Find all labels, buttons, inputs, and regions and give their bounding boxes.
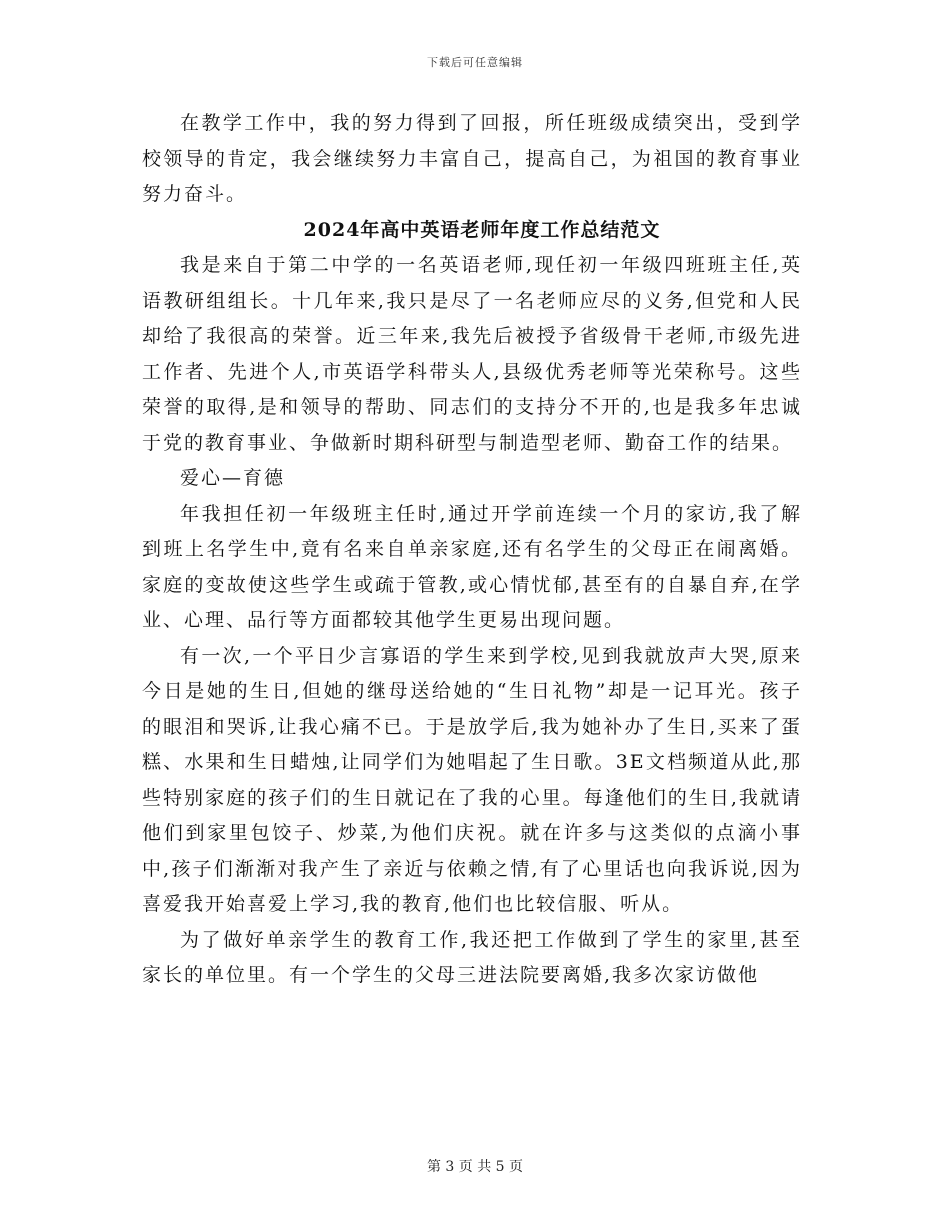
section-title: 2024年高中英语老师年度工作总结范文 xyxy=(303,218,661,241)
paragraph-intro: 在教学工作中，我的努力得到了回报，所任班级成绩突出，受到学校领导的肯定，我会继续努力丰富自己，提高自己，为祖国的教育事业努力奋斗。 xyxy=(142,112,802,205)
page-number: 第 3 页 共 5 页 xyxy=(426,1159,524,1175)
paragraph: 为了做好单亲学生的教育工作,我还把工作做到了学生的家里,甚至家长的单位里。有一个学生的父母三进法院要离婚,我多次家访做他 xyxy=(142,928,802,986)
page-header-note: 下载后可任意编辑 xyxy=(427,56,523,69)
paragraph: 年我担任初一年级班主任时,通过开学前连续一个月的家访,我了解到班上名学生中,竟有名来自单亲家庭,还有名学生的父母正在闹离婚。家庭的变故使这些学生或疏于管教,或心情忧郁,甚至有的自暴自弃,在学业、心理、品行等方面都较其他学生更易出现问题。 xyxy=(142,502,802,631)
paragraph: 我是来自于第二中学的一名英语老师,现任初一年级四班班主任,英语教研组组长。十几年来,我只是尽了一名老师应尽的义务,但党和人民却给了我很高的荣誉。近三年来,我先后被授予省级骨干老师,市级先进工作者、先进个人,市英语学科带头人,县级优秀老师等光荣称号。这些荣誉的取得,是和领导的帮助、同志们的支持分不开的,也是我多年忠诚于党的教育事业、争做新时期科研型与制造型老师、勤奋工作的结果。 xyxy=(142,254,802,454)
subheading-paragraph: 爱心—育德 xyxy=(180,467,286,489)
document-body xyxy=(142,106,802,994)
paragraph: 有一次,一个平日少言寡语的学生来到学校,见到我就放声大哭,原来今日是她的生日,但她的继母送给她的“生日礼物”却是一记耳光。孩子的眼泪和哭诉,让我心痛不已。于是放学后,我为她补办了生日,买来了蛋糕、水果和生日蜡烛,让同学们为她唱起了生日歌。3E文档频道从此,那些特别家庭的孩子们的生日就记在了我的心里。每逢他们的生日,我就请他们到家里包饺子、炒菜,为他们庆祝。就在许多与这类似的点滴小事中,孩子们渐渐对我产生了亲近与依赖之情,有了心里话也向我诉说,因为喜爱我开始喜爱上学习,我的教育,他们也比较信服、听从。 xyxy=(142,644,802,915)
